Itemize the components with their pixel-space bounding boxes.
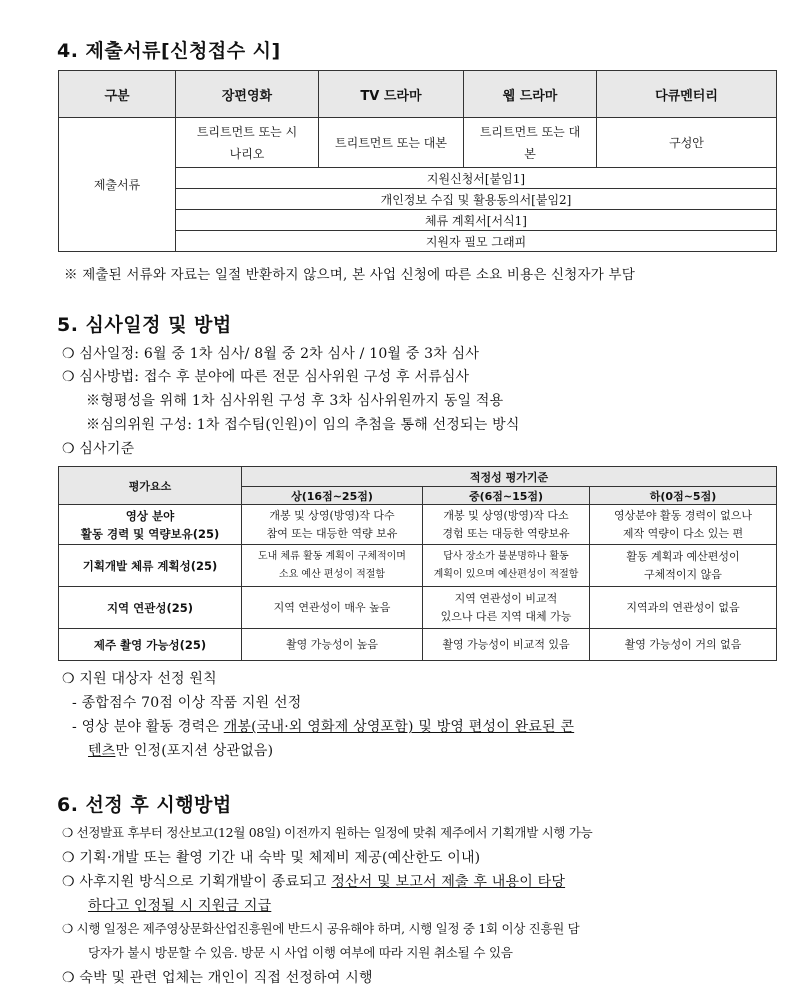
col-element: 평가요소 bbox=[59, 467, 242, 505]
common-doc: 체류 계획서[서식1] bbox=[176, 210, 777, 231]
sec6-line: ❍ 사후지원 방식으로 기획개발이 종료되고 정산서 및 보고서 제출 후 내용이 타당 bbox=[62, 874, 566, 890]
cell-mid: 지역 연관성이 비교적 있으나 다른 지역 대체 가능 bbox=[423, 587, 590, 629]
cell-high: 개봉 및 상영(방영)작 다수 참여 또는 대등한 역량 보유 bbox=[242, 505, 423, 545]
col-high: 상(16점~25점) bbox=[242, 487, 423, 505]
cell-feature-film: 트리트먼트 또는 시나리오 bbox=[176, 118, 319, 168]
selection-principle: ❍ 지원 대상자 선정 원칙 bbox=[62, 671, 217, 687]
schedule-line: ❍ 심사일정: 6월 중 1차 심사/ 8월 중 2차 심사 / 10월 중 3차 심사 bbox=[62, 346, 480, 362]
career-line-2: 텐츠만 인정(포지션 상관없음) bbox=[88, 743, 274, 759]
sec6-line: ❍ 시행 일정은 제주영상문화산업진흥원에 반드시 공유해야 하며, 시행 일정 중 1회 이상 진흥원 담 bbox=[62, 921, 580, 936]
criteria-line: ❍ 심사기준 bbox=[62, 441, 135, 457]
sec6-line: 하다고 인정될 시 지원금 지급 bbox=[88, 898, 272, 914]
section-4-note: ※ 제출된 서류와 자료는 일절 반환하지 않으며, 본 사업 신청에 따른 소요 비용은 신청자가 부담 bbox=[64, 267, 635, 283]
cell-mid: 촬영 가능성이 비교적 있음 bbox=[423, 629, 590, 661]
col-low: 하(0점~5점) bbox=[590, 487, 777, 505]
section-5-title: 5. 심사일정 및 방법 bbox=[57, 314, 232, 336]
cell-low: 활동 계획과 예산편성이 구체적이지 않음 bbox=[590, 545, 777, 587]
career-line-1: - 영상 분야 활동 경력은 개봉(국내·외 영화제 상영포함) 및 방영 편성이 완료된 콘 bbox=[72, 719, 575, 735]
row-header: 제주 촬영 가능성(25) bbox=[59, 629, 242, 661]
documents-table bbox=[58, 70, 777, 252]
sec6-line: ❍ 기획·개발 또는 촬영 기간 내 숙박 및 체제비 제공(예산한도 이내) bbox=[62, 850, 481, 866]
score-threshold: - 종합점수 70점 이상 작품 지원 선정 bbox=[72, 695, 302, 711]
cell-documentary: 구성안 bbox=[597, 118, 777, 168]
row-header: 영상 분야 활동 경력 및 역량보유(25) bbox=[59, 505, 242, 545]
common-doc: 지원자 필모 그래피 bbox=[176, 231, 777, 252]
col-feature-film: 장편영화 bbox=[176, 71, 319, 118]
sec6-line: ❍ 숙박 및 관련 업체는 개인이 직접 선정하여 시행 bbox=[62, 970, 373, 986]
common-doc: 지원신청서[붙임1] bbox=[176, 168, 777, 189]
cell-low: 촬영 가능성이 거의 없음 bbox=[590, 629, 777, 661]
row-header: 지역 연관성(25) bbox=[59, 587, 242, 629]
col-tv-drama: TV 드라마 bbox=[319, 71, 464, 118]
col-web-drama: 웹 드라마 bbox=[464, 71, 597, 118]
section-4-title: 4. 제출서류[신청접수 시] bbox=[57, 40, 281, 62]
cell-web-drama: 트리트먼트 또는 대본 bbox=[464, 118, 597, 168]
cell-low: 영상분야 활동 경력이 없으나 제작 역량이 다소 있는 편 bbox=[590, 505, 777, 545]
criteria-table bbox=[58, 466, 777, 661]
sec6-line: ❍ 선정발표 후부터 정산보고(12월 08일) 이전까지 원하는 일정에 맞춰 제주에서 기획개발 시행 가능 bbox=[62, 825, 593, 840]
cell-high: 도내 체류 활동 계획이 구체적이며 소요 예산 편성이 적절함 bbox=[242, 545, 423, 587]
fairness-note: ※형평성을 위해 1차 심사위원 구성 후 3차 심사위원까지 동일 적용 bbox=[86, 393, 504, 409]
method-line: ❍ 심사방법: 접수 후 분야에 따른 전문 심사위원 구성 후 서류심사 bbox=[62, 369, 470, 385]
col-group: 적정성 평가기준 bbox=[242, 467, 777, 487]
committee-note: ※심의위원 구성: 1차 접수팀(인원)이 임의 추첨을 통해 선정되는 방식 bbox=[86, 417, 520, 433]
row-label: 제출서류 bbox=[59, 118, 176, 252]
sec6-line: 당자가 불시 방문할 수 있음. 방문 시 사업 이행 여부에 따라 지원 취소될 수 있음 bbox=[88, 945, 513, 960]
common-doc: 개인정보 수집 및 활용동의서[붙임2] bbox=[176, 189, 777, 210]
cell-mid: 답사 장소가 불분명하나 활동 계획이 있으며 예산편성이 적절함 bbox=[423, 545, 590, 587]
col-category: 구분 bbox=[59, 71, 176, 118]
cell-mid: 개봉 및 상영(방영)작 다소 경험 또는 대등한 역량보유 bbox=[423, 505, 590, 545]
cell-low: 지역과의 연관성이 없음 bbox=[590, 587, 777, 629]
section-6-title: 6. 선정 후 시행방법 bbox=[57, 794, 232, 816]
col-documentary: 다큐멘터리 bbox=[597, 71, 777, 118]
cell-tv-drama: 트리트먼트 또는 대본 bbox=[319, 118, 464, 168]
cell-high: 지역 연관성이 매우 높음 bbox=[242, 587, 423, 629]
row-header: 기획개발 체류 계획성(25) bbox=[59, 545, 242, 587]
cell-high: 촬영 가능성이 높음 bbox=[242, 629, 423, 661]
col-mid: 중(6점~15점) bbox=[423, 487, 590, 505]
